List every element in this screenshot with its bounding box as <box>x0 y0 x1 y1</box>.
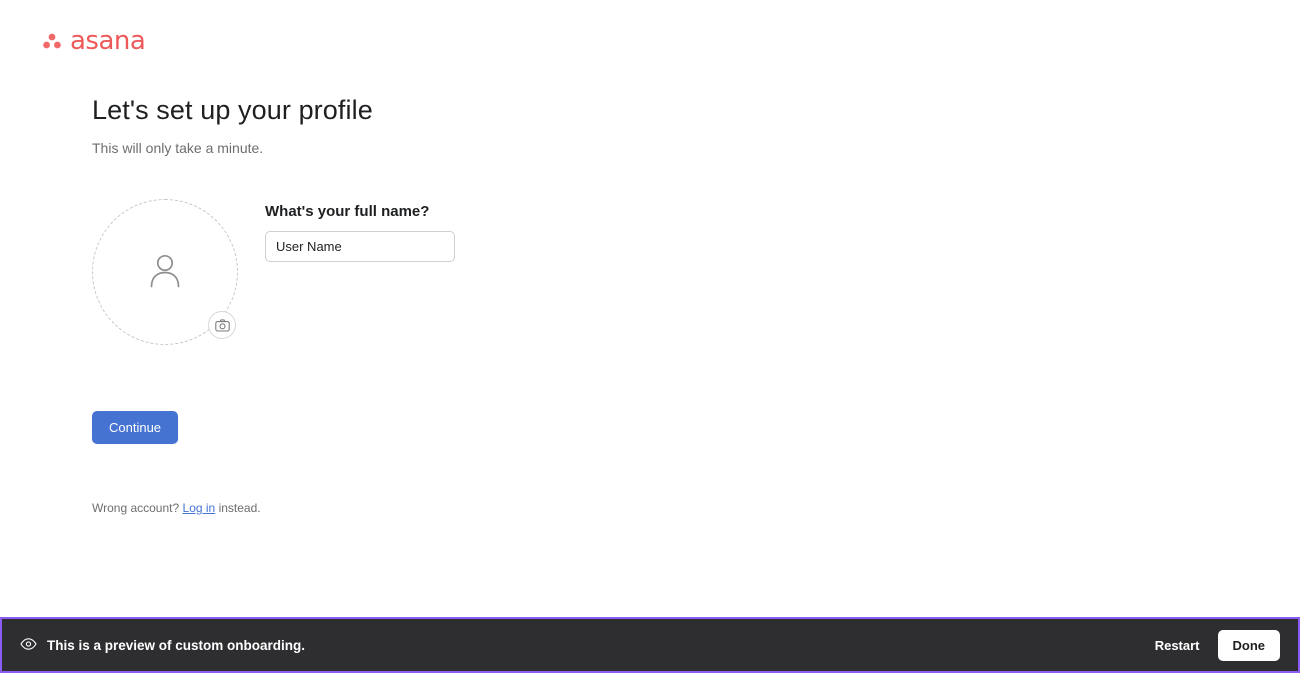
full-name-input[interactable] <box>265 231 455 262</box>
full-name-label: What's your full name? <box>265 203 430 221</box>
done-button[interactable]: Done <box>1218 630 1281 661</box>
full-name-field-group <box>265 199 455 262</box>
preview-message: This is a preview of custom onboarding. <box>47 637 306 653</box>
eye-icon <box>20 638 37 653</box>
restart-button[interactable]: Restart <box>1151 632 1204 659</box>
preview-message-group <box>20 638 305 653</box>
profile-row <box>92 199 992 345</box>
preview-bar <box>0 617 1300 673</box>
person-icon <box>148 251 182 294</box>
wrong-account-suffix: instead. <box>218 501 261 516</box>
avatar-upload[interactable] <box>92 199 238 345</box>
page-subtitle: This will only take a minute. <box>92 140 264 157</box>
asana-logo-text: asana <box>70 26 146 56</box>
wrong-account-text <box>92 501 992 515</box>
camera-icon[interactable] <box>208 311 236 339</box>
asana-logo-mark <box>42 31 62 51</box>
wrong-account-prefix: Wrong account? <box>92 501 180 516</box>
login-link[interactable]: Log in <box>182 501 216 516</box>
onboarding-content <box>92 92 992 515</box>
preview-actions <box>1151 630 1280 661</box>
asana-logo[interactable] <box>42 28 145 54</box>
continue-button[interactable]: Continue <box>92 411 178 444</box>
page-title: Let's set up your profile <box>92 95 373 125</box>
